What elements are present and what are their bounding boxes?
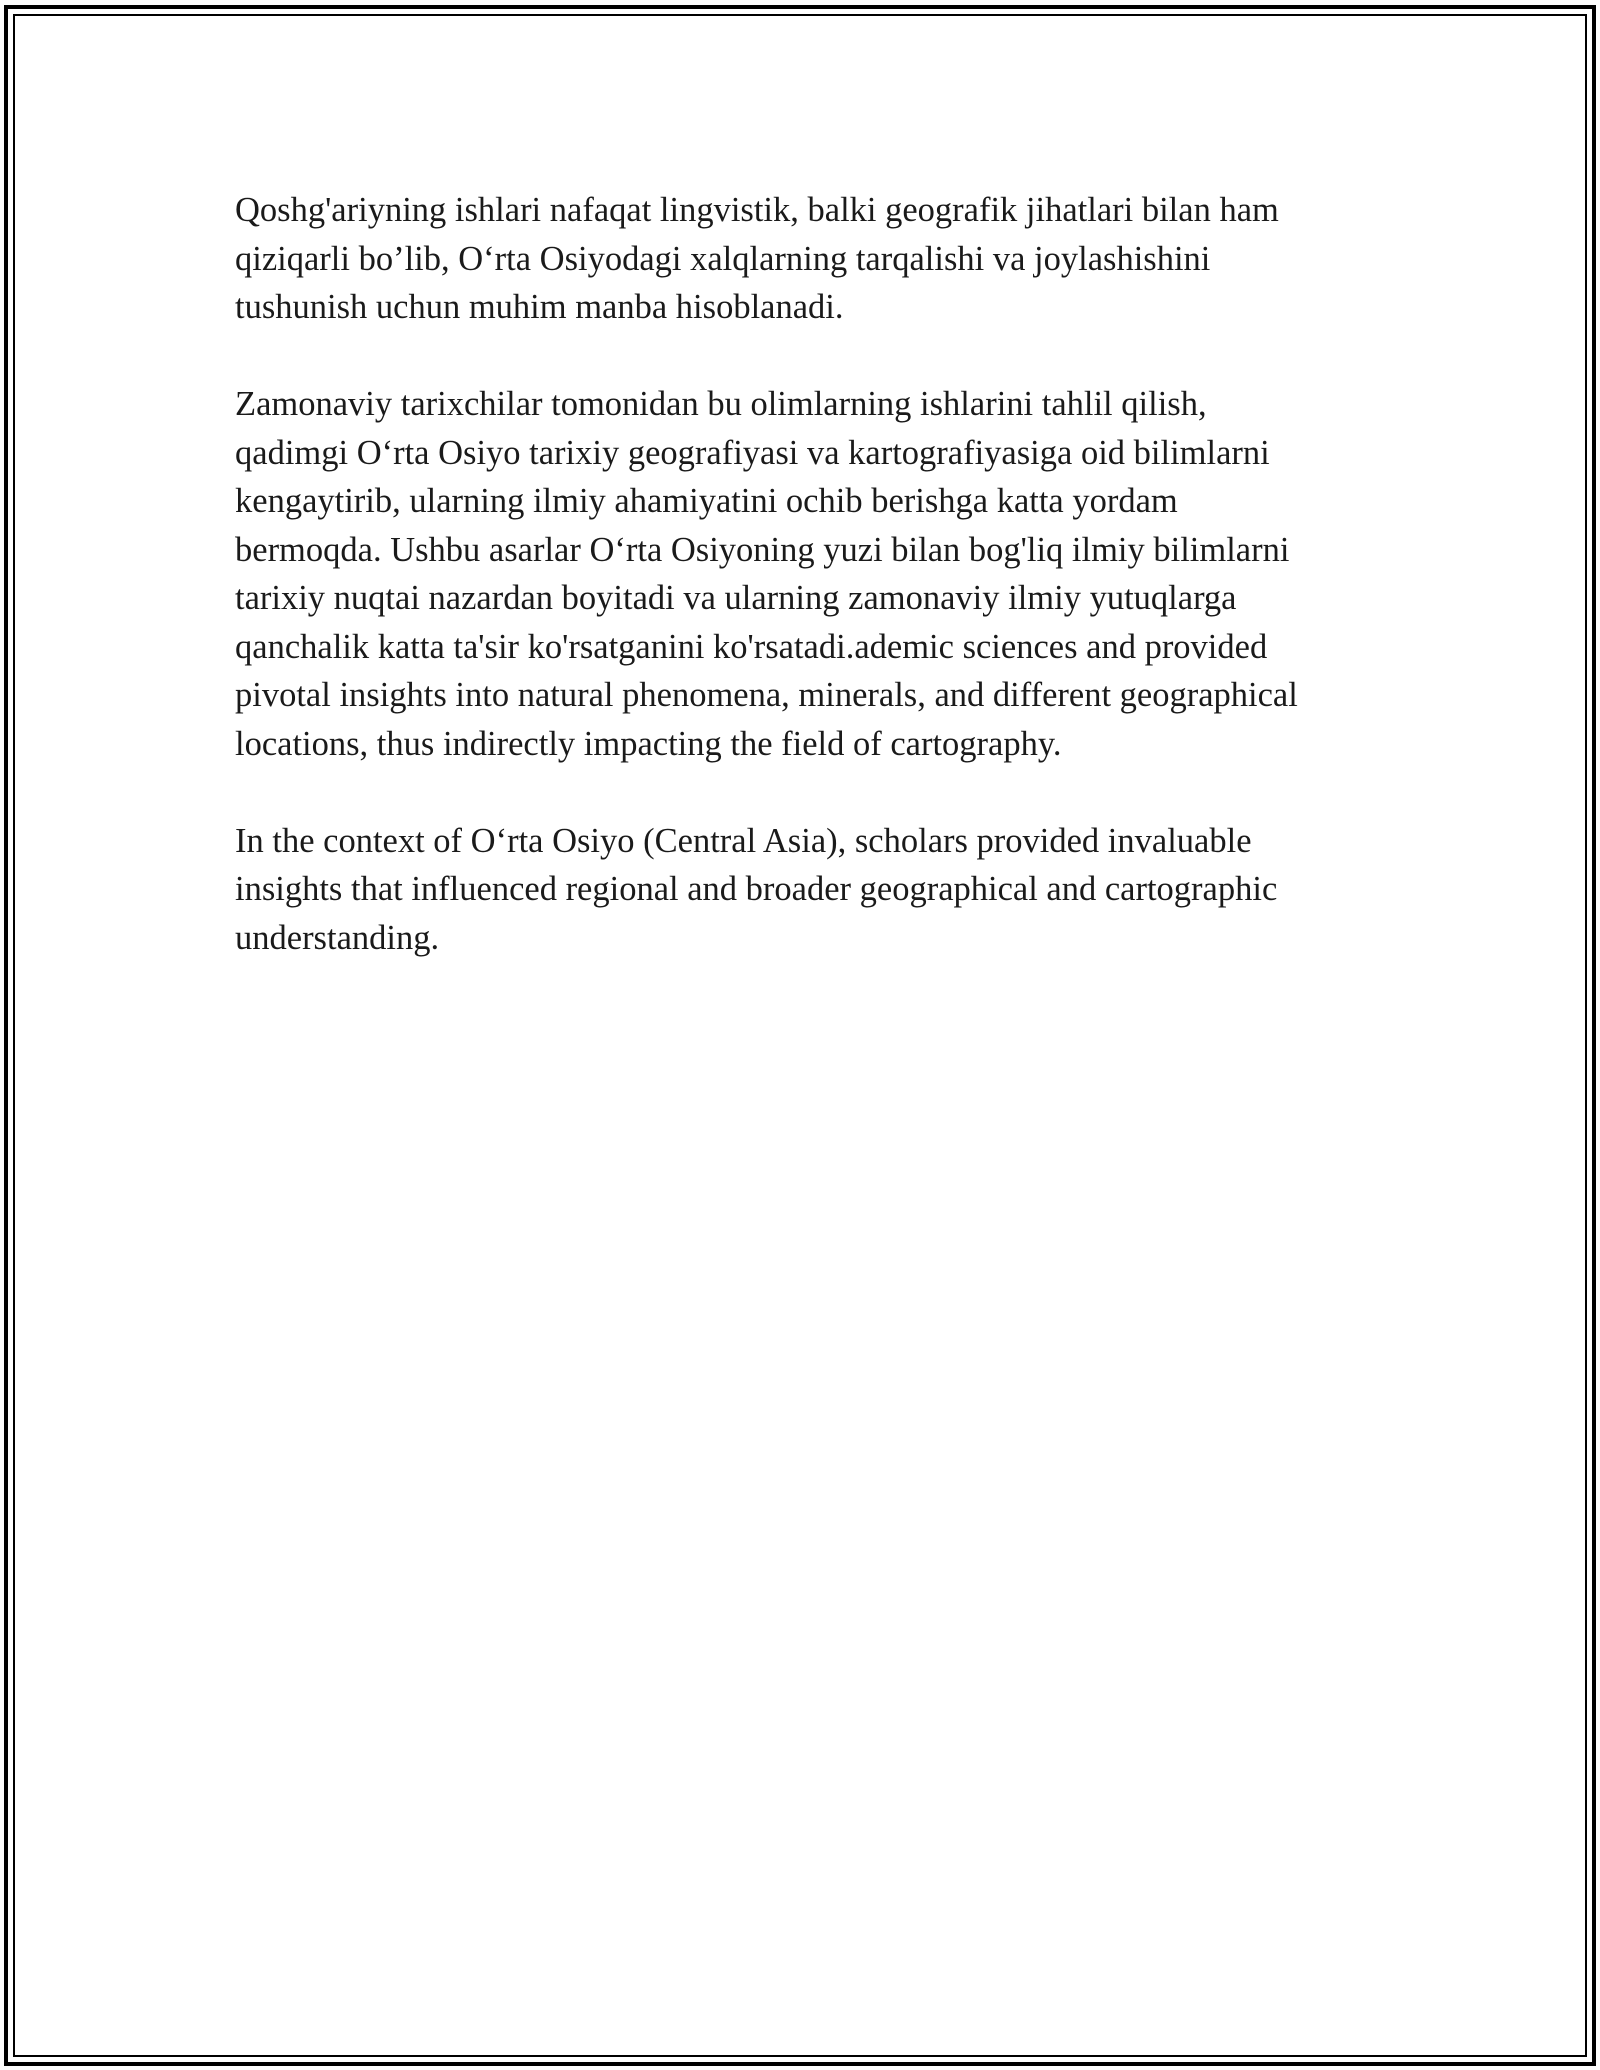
paragraph-3: In the context of O‘rta Osiyo (Central Asia), scholars provided invaluable insights that influenced regional and broader geographical and cartographic understanding. <box>235 821 1278 957</box>
paragraph-1: Qoshg'ariyning ishlari nafaqat lingvistik, balki geografik jihatlari bilan ham qiziqarli bo’lib, O‘rta Osiyodagi xalqlarning tarqalishi va joylashishini tushunish uchun muhim manba hisoblanadi. <box>235 191 1279 326</box>
paragraph-2: Zamonaviy tarixchilar tomonidan bu olimlarning ishlarini tahlil qilish, qadimgi O‘rta Osiyo tarixiy geografiyasi va kartografiyasiga oid bilimlarni kengaytirib, ularning ilmiy ahamiyatini ochib berishga katta yordam bermoqda. Ushbu asarlar O‘rta Osiyoning yuzi bilan bog'liq ilmiy bilimlarni tarixiy nuqtai nazardan boyitadi va ularning zamonaviy ilmiy yutuqlarga qanchalik katta ta'sir ko'rsatganini ko'rsatadi.ademic sciences and provided pivotal insights into natural phenomena, minerals, and different geographical locations, thus indirectly impacting the field of cartography. <box>235 385 1298 763</box>
document-body <box>235 186 1385 1011</box>
